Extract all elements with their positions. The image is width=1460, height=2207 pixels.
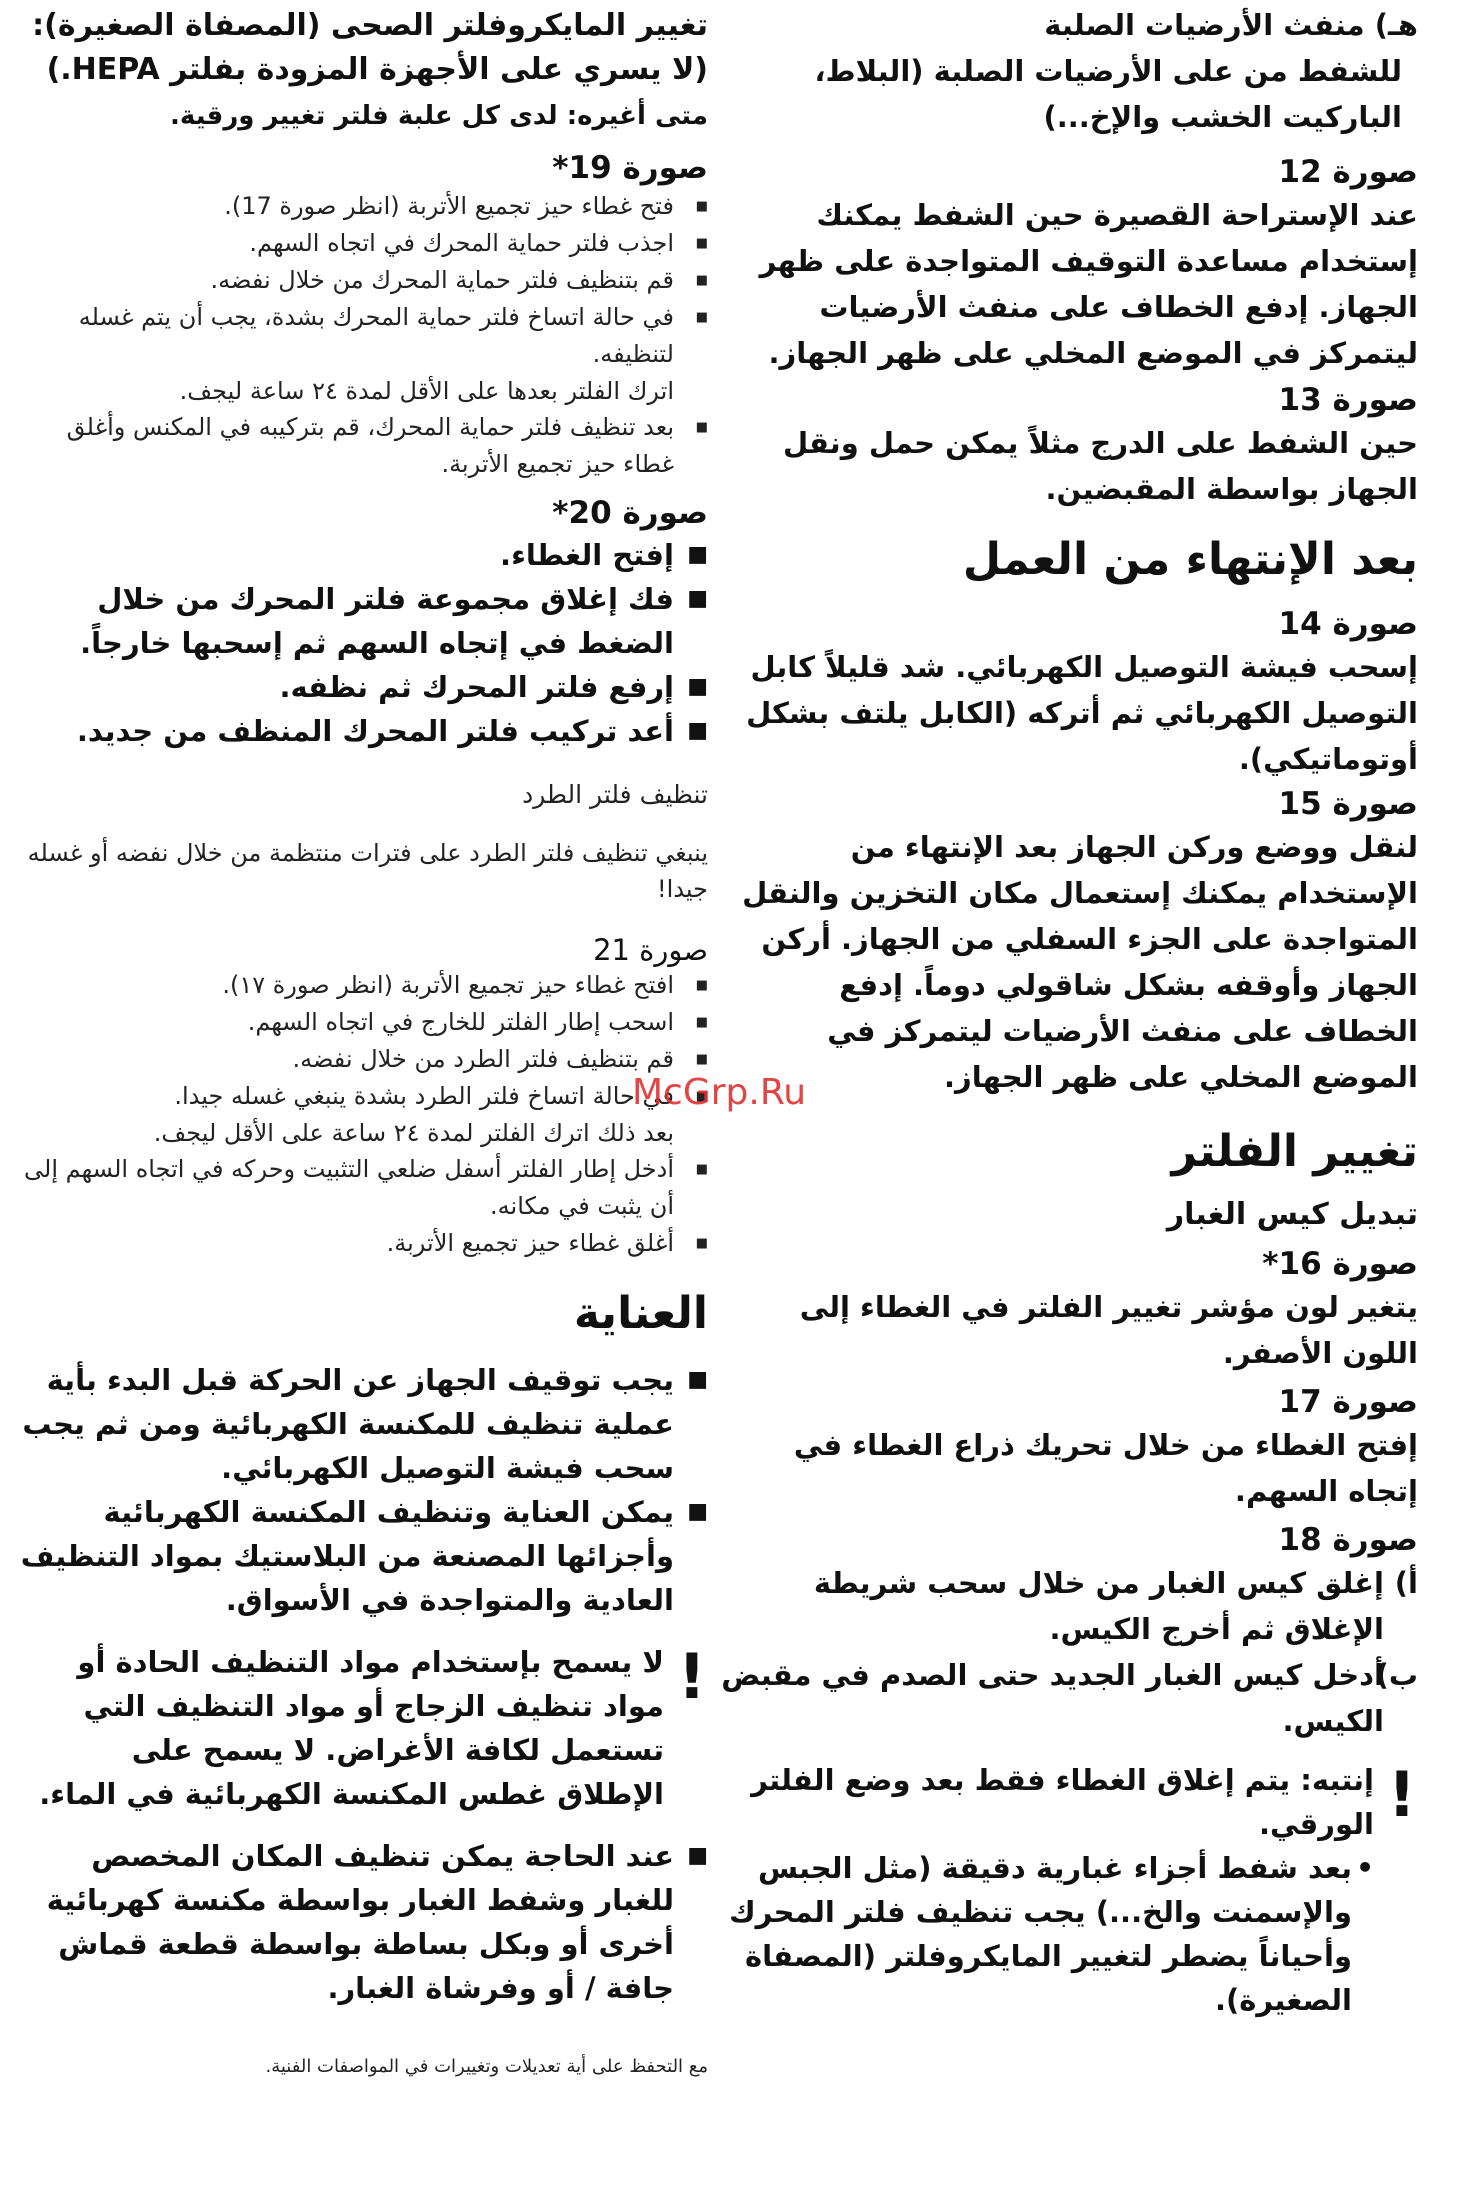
fig14-text: إسحب فيشة التوصيل الكهربائي. شد قليلاً كابل التوصيل الكهربائي ثم أتركه (الكابل يلتف بشكل أوتوماتيكي). xyxy=(746,650,1418,776)
list-item: ■ افتح غطاء حيز تجميع الأتربة (انظر صورة ١٧). xyxy=(18,967,708,1004)
warning-note-line2: بعد شفط أجزاء غبارية دقيقة (مثل الجبس والإسمنت والخ...) يجب تنظيف فلتر المحرك وأحياناً يضطر لتغيير المايكروفلتر (المصفاة الصغيرة). xyxy=(729,1851,1352,2017)
bullet-dot-icon: • xyxy=(1356,1851,1374,1884)
fig18-item-b-marker: ب) xyxy=(1375,1658,1418,1692)
fig19-list-end xyxy=(18,409,708,483)
dust-bag-warning xyxy=(718,1758,1418,2022)
list-item: ■ يجب توقيف الجهاز عن الحركة قبل البدء بأية عملية تنظيف للمكنسة الكهربائية ومن ثم يجب سحب فيشة التوصيل الكهربائي. xyxy=(18,1358,708,1490)
list-item: ■ يمكن العناية وتنظيف المكنسة الكهربائية وأجزائها المصنعة من البلاستيك بمواد التنظيف العادية والمتواجدة في الأسواق. xyxy=(18,1490,708,1622)
list-item: ■ أغلق غطاء حيز تجميع الأتربة. xyxy=(18,1225,708,1262)
fig21-label: صورة 21 xyxy=(593,933,708,967)
dust-bag-subtitle: تبديل كيس الغبار xyxy=(1166,1197,1418,1232)
fig13-label: صورة 13 xyxy=(1278,382,1418,418)
list-item: ■ إفتح الغطاء. xyxy=(18,533,708,577)
fig14-label: صورة 14 xyxy=(1278,606,1418,642)
care-title: العناية xyxy=(573,1288,708,1339)
after-work-title: بعد الإنتهاء من العمل xyxy=(962,534,1418,585)
list-item: ■ فك إغلاق مجموعة فلتر المحرك من خلال الضغط في إتجاه السهم ثم إسحبها خارجاً. xyxy=(18,577,708,665)
footer-disclaimer: مع التحفظ على أية تعديلات وتغييرات في المواصفات الفنية. xyxy=(265,2056,708,2077)
list-item: ■ فتح غطاء حيز تجميع الأتربة (انظر صورة 17). xyxy=(18,188,708,225)
list-item: ■ بعد تنظيف فلتر حماية المحرك، قم بتركيبه في المكنس وأغلق غطاء حيز تجميع الأتربة. xyxy=(18,409,708,483)
microfilter-title: تغيير المايكروفلتر الصحى (المصفاة الصغيرة): xyxy=(32,8,708,43)
fig17-label: صورة 17 xyxy=(1278,1384,1418,1420)
fig15-label: صورة 15 xyxy=(1278,786,1418,822)
fig21-list xyxy=(18,967,708,1115)
list-item: ■ في حالة اتساخ فلتر حماية المحرك بشدة، يجب أن يتم غسله لتنظيفه. xyxy=(18,299,708,373)
fig19-list xyxy=(18,188,708,373)
list-item: ■ اجذب فلتر حماية المحرك في اتجاه السهم. xyxy=(18,225,708,262)
exhaust-filter-title: تنظيف فلتر الطرد xyxy=(522,780,708,809)
list-item: ■ قم بتنظيف فلتر الطرد من خلال نفضه. xyxy=(18,1041,708,1078)
fig19-label: صورة 19* xyxy=(552,150,708,186)
fig18-label: صورة 18 xyxy=(1278,1522,1418,1558)
list-item: ■ أدخل إطار الفلتر أسفل ضلعي التثبيت وحركه في اتجاه السهم إلى أن يثبت في مكانه. xyxy=(18,1151,708,1225)
fig18-item-a-text: إغلق كيس الغبار من خلال سحب شريطة الإغلاق ثم أخرج الكيس. xyxy=(813,1566,1384,1646)
fig21-list-end xyxy=(18,1151,708,1262)
care-list-end xyxy=(18,1834,708,2010)
fig13-text: حين الشفط على الدرج مثلاً يمكن حمل ونقل الجهاز بواسطة المقبضين. xyxy=(783,426,1418,506)
fig15-text: لنقل ووضع وركن الجهاز بعد الإنتهاء من الإستخدام يمكنك إستعمال مكان التخزين والنقل المتواجدة على الجزء السفلي من الجهاز. أركن الجهاز وأوقفه بشكل شاقولي دوماً. إدفع الخطاف على منفث الأرضيات ليتمركز في الموضع المخلي على ظهر الجهاز. xyxy=(742,830,1418,1094)
left-column xyxy=(18,0,708,2095)
list-item: ■ في حالة اتساخ فلتر الطرد بشدة ينبغي غسله جيدا. xyxy=(18,1078,708,1115)
fig16-label: صورة 16* xyxy=(1262,1246,1418,1282)
warning-note-bullet xyxy=(718,1846,1374,2022)
fig18-item-b xyxy=(718,1652,1418,1744)
fig20-list xyxy=(18,533,708,753)
fig18-item-a-marker: أ) xyxy=(1394,1566,1418,1600)
fig21-extra: بعد ذلك اترك الفلتر لمدة ٢٤ ساعة على الأقل ليجف. xyxy=(153,1119,674,1147)
care-warning xyxy=(18,1640,708,1816)
list-item: ■ إرفع فلتر المحرك ثم نظفه. xyxy=(18,665,708,709)
fig19-extra: اترك الفلتر بعدها على الأقل لمدة ٢٤ ساعة ليجف. xyxy=(179,377,674,405)
care-warning-text: لا يسمح بإستخدام مواد التنظيف الحادة أو مواد تنظيف الزجاج أو مواد التنظيف التي تستعمل لكافة الأغراض. لا يسمح على الإطلاق غطس المكنسة الكهربائية في الماء. xyxy=(39,1645,664,1811)
microfilter-when: متى أغيره: لدى كل علبة فلتر تغيير ورقية. xyxy=(170,101,708,131)
floor-nozzle-text: للشفط من على الأرضيات الصلبة (البلاط، الباركيت الخشب والإخ...) xyxy=(814,54,1402,134)
fig18-item-b-text: أدخل كيس الغبار الجديد حتى الصدم في مقبض الكيس. xyxy=(721,1658,1384,1738)
fig12-label: صورة 12 xyxy=(1278,154,1418,190)
warning-icon: ! xyxy=(1387,1758,1416,1831)
list-item: ■ عند الحاجة يمكن تنظيف المكان المخصص للغبار وشفط الغبار بواسطة مكنسة كهربائية أخرى أو وبكل بساطة بواسطة قطعة قماش جافة / أو وفرشاة الغبار. xyxy=(18,1834,708,2010)
fig16-text: يتغير لون مؤشر تغيير الفلتر في الغطاء إلى اللون الأصفر. xyxy=(799,1290,1418,1370)
microfilter-hepa-note: (لا يسري على الأجهزة المزودة بفلتر HEPA.) xyxy=(46,52,708,87)
right-column xyxy=(718,0,1418,2022)
filter-change-title: تغيير الفلتر xyxy=(1171,1126,1418,1177)
care-list xyxy=(18,1358,708,1622)
warning-icon: ! xyxy=(677,1640,706,1713)
exhaust-filter-text: ينبغي تنظيف فلتر الطرد على فترات منتظمة من خلال نفضه أو غسله جيدا! xyxy=(27,839,708,903)
floor-nozzle-title: هـ) منفث الأرضيات الصلبة xyxy=(1044,8,1418,42)
warning-note-line1: إنتبه: يتم إغلاق الغطاء فقط بعد وضع الفلتر الورقي. xyxy=(751,1763,1374,1841)
fig20-label: صورة 20* xyxy=(552,495,708,531)
list-item: ■ أعد تركيب فلتر المحرك المنظف من جديد. xyxy=(18,709,708,753)
fig18-item-a xyxy=(718,1560,1418,1652)
list-item: ■ اسحب إطار الفلتر للخارج في اتجاه السهم. xyxy=(18,1004,708,1041)
watermark: McGrp.Ru xyxy=(632,1072,807,1113)
fig12-text: عند الإستراحة القصيرة حين الشفط يمكنك إستخدام مساعدة التوقيف المتواجدة على ظهر الجهاز. إدفع الخطاف على منفث الأرضيات ليتمركز في الموضع المخلي على ظهر الجهاز. xyxy=(759,198,1418,370)
fig17-text: إفتح الغطاء من خلال تحريك ذراع الغطاء في إتجاه السهم. xyxy=(793,1428,1418,1508)
list-item: ■ قم بتنظيف فلتر حماية المحرك من خلال نفضه. xyxy=(18,262,708,299)
